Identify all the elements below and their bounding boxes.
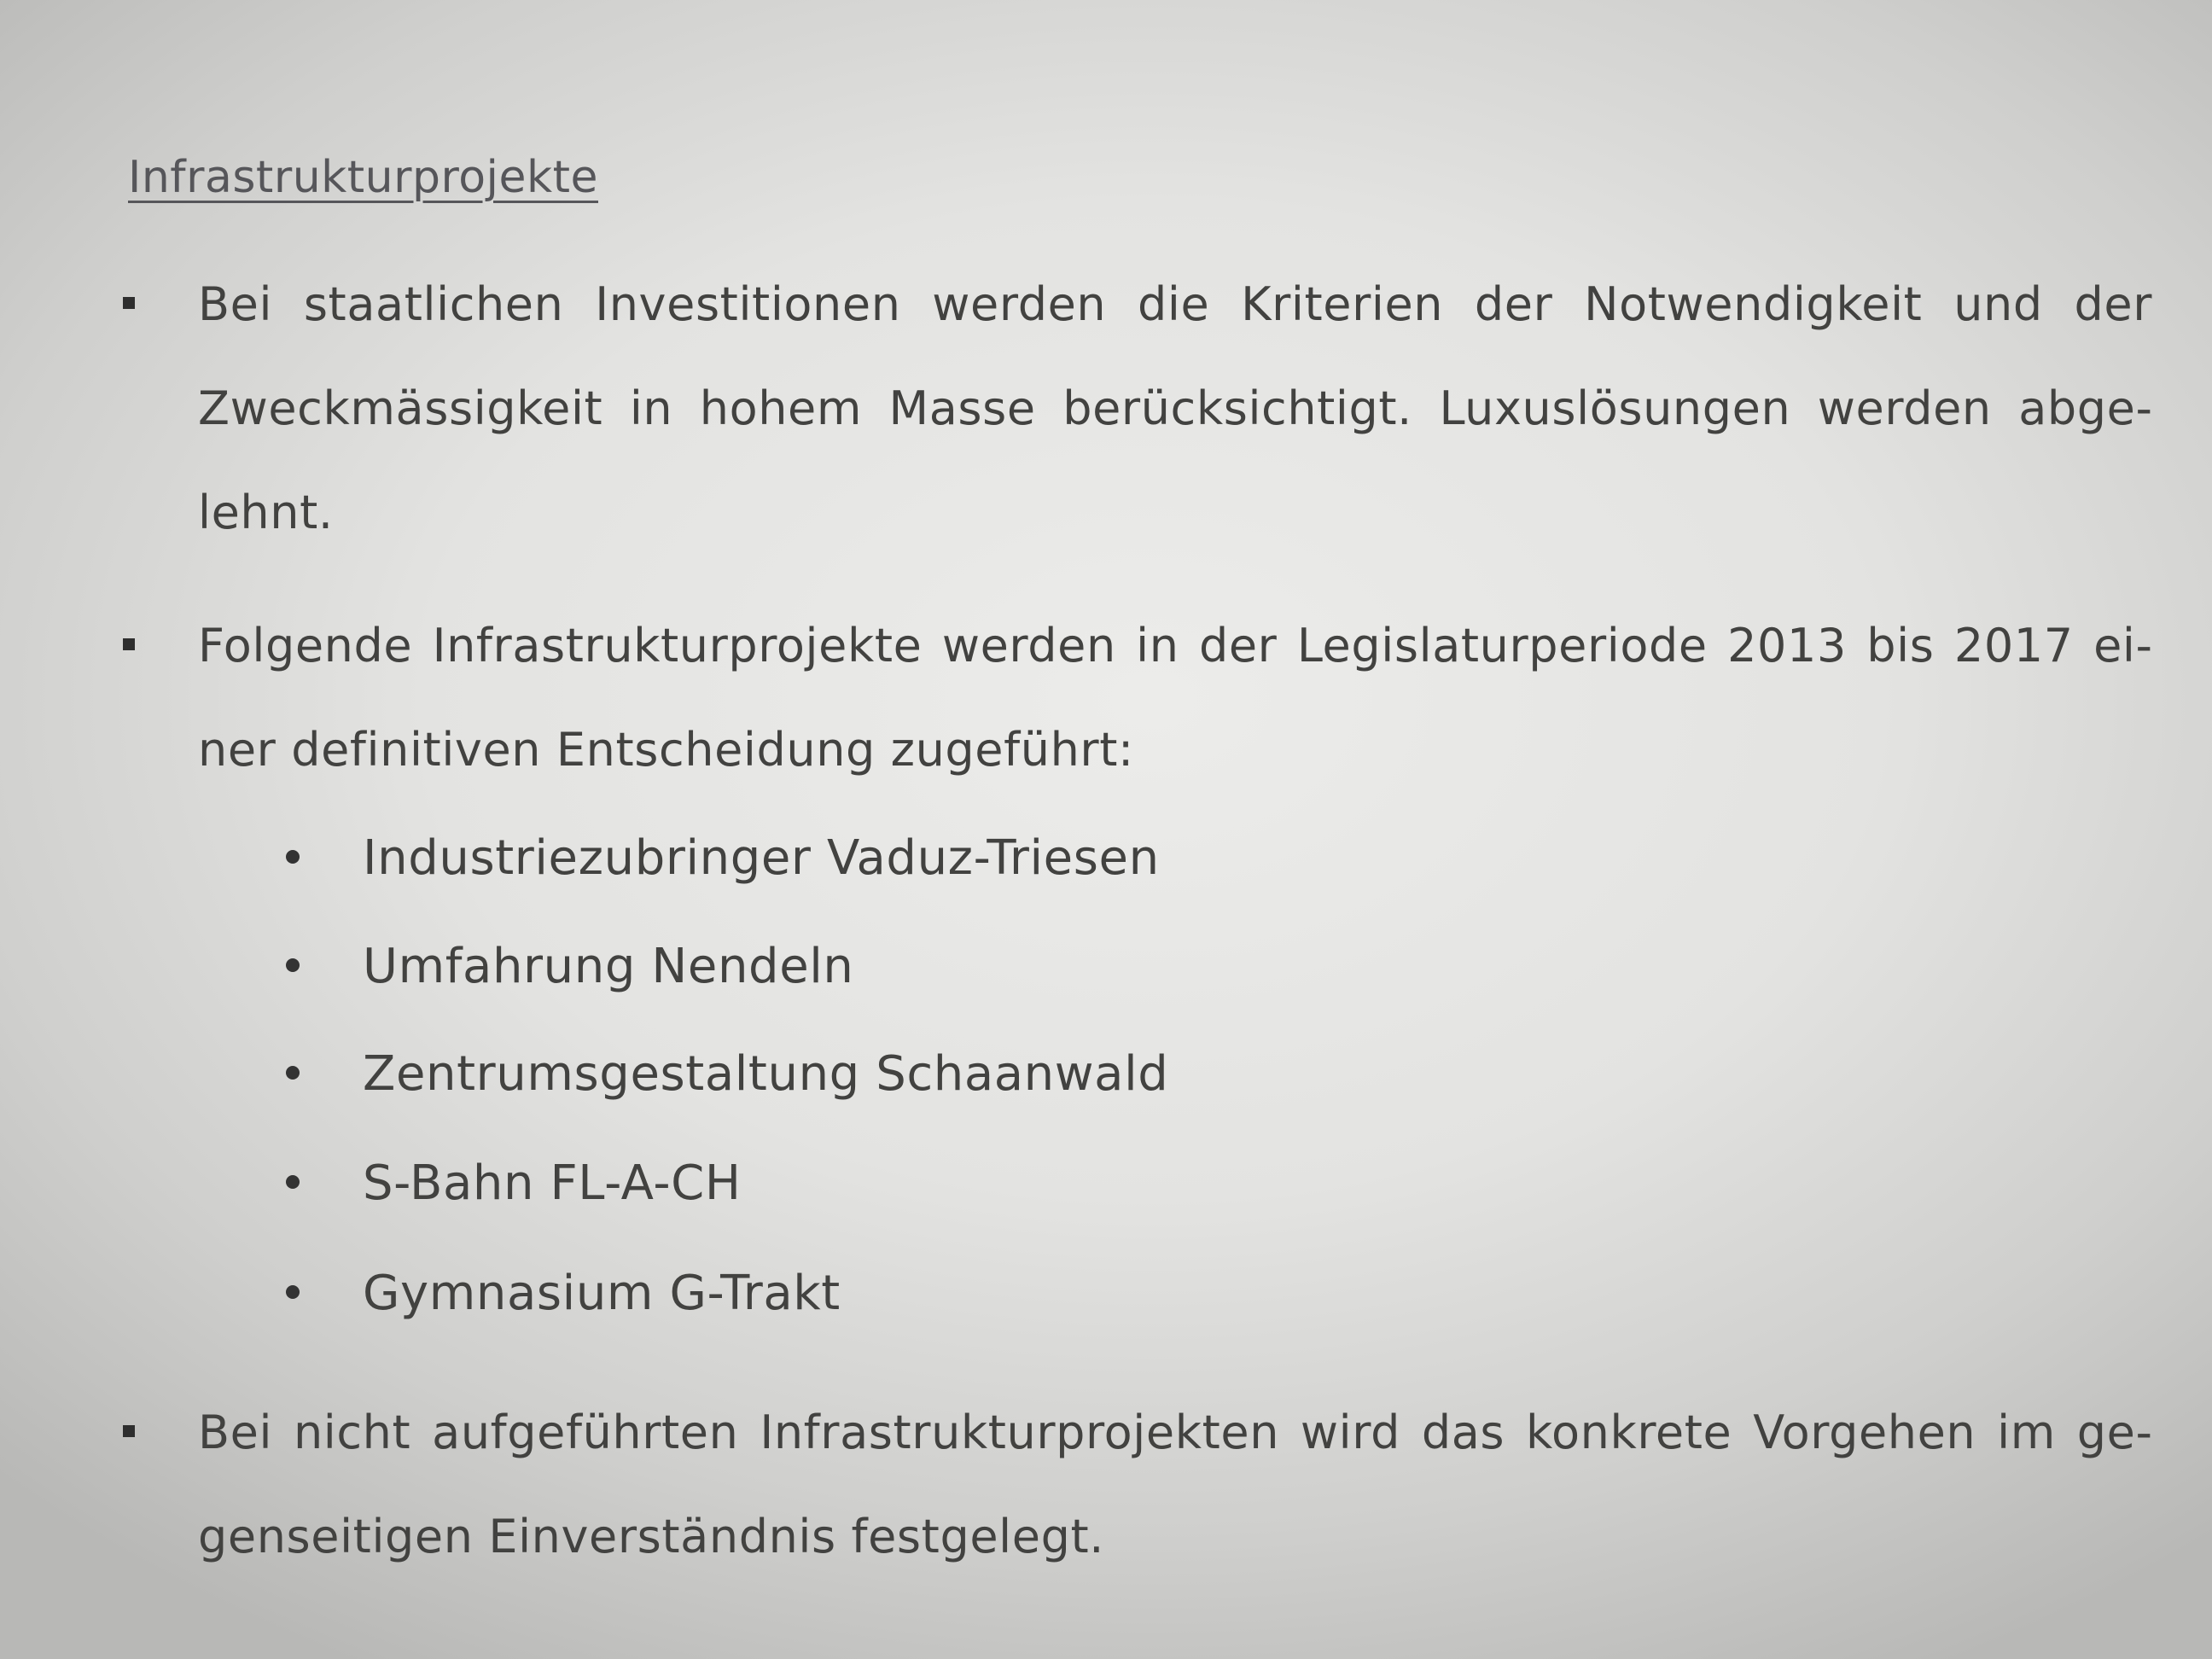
sub-item-text: Umfahrung Nendeln [363,939,854,994]
sub-item-text: S-Bahn FL-A-CH [363,1155,742,1211]
bullet-item-projects [198,594,2152,802]
sub-item [363,824,1160,893]
square-bullet-icon [123,638,135,650]
sub-item-text: Industriezubringer Vaduz-Triesen [363,830,1160,886]
round-bullet-icon [286,1066,300,1080]
square-bullet-icon [123,1425,135,1437]
square-bullet-icon [123,297,135,309]
sub-item-text: Gymnasium G-Trakt [363,1266,841,1321]
round-bullet-icon [286,850,300,864]
round-bullet-icon [286,1175,300,1189]
bullet-item-text: Folgende Infrastrukturprojekte werden in der Legislaturperiode 2013 bis 2017 einer definitiven Entscheidung zugeführt: [198,619,2152,777]
section-heading: Infrastrukturprojekte [128,152,598,203]
round-bullet-icon [286,1285,300,1299]
bullet-item-investments [198,253,2152,565]
sub-item [363,1150,742,1218]
sub-item [363,1260,841,1328]
bullet-item-text: Bei nicht aufgeführten Infrastrukturprojekten wird das konkrete Vorgehen im gegenseitigen Einverständnis festgelegt. [198,1406,2152,1563]
sub-item [363,933,854,1001]
bullet-item-text: Bei staatlichen Investitionen werden die Kriterien der Notwendigkeit und der Zweckmässigkeit in hohem Masse berücksichtigt. Luxuslösungen werden abgelehnt. [198,277,2152,539]
sub-item-text: Zentrumsgestaltung Schaanwald [363,1046,1169,1102]
sub-item [363,1040,1168,1109]
bullet-item-other-projects [198,1381,2152,1589]
round-bullet-icon [286,958,300,972]
